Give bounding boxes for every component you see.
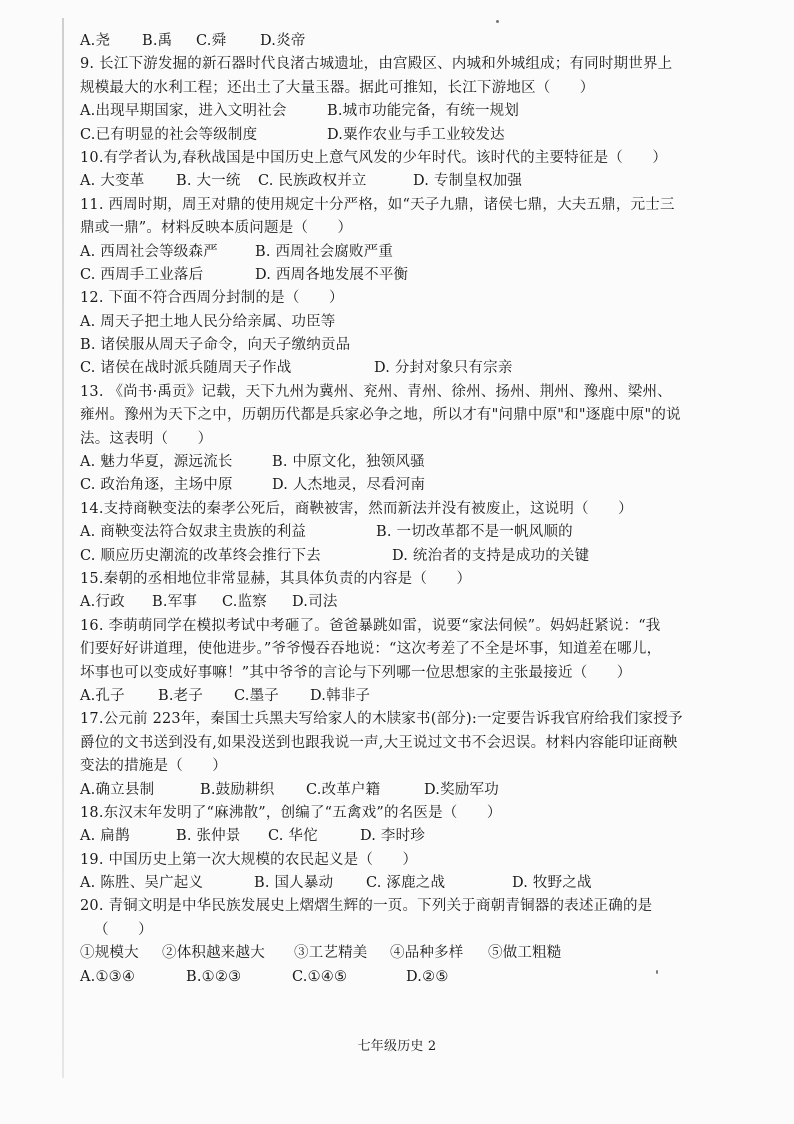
q12-options-row3 [80, 357, 770, 380]
q9-option-b: B.城市功能完备，有统一规划 [327, 103, 520, 120]
q20-item-3: ③工艺精美 [294, 945, 368, 962]
q13-option-c: C. 政治角逐，主场中原 [80, 477, 233, 494]
q16-stem-line1: 16. 李萌萌同学在模拟考试中考砸了。爸爸暴跳如雷，说要“家法伺候”。妈妈赶紧说：“我 [80, 617, 661, 634]
q14-option-a: A. 商鞅变法符合奴隶主贵族的利益 [80, 524, 307, 541]
q8-option-b: B.禹 [142, 33, 173, 49]
q13-stem-line2: 雍州。豫州为天下之中，历朝历代都是兵家必争之地，所以才有"问鼎中原"和"逐鹿中原"的说 [80, 407, 681, 424]
q17-option-c: C.改革户籍 [306, 781, 381, 798]
q9-stem-line1: 9. 长江下游发掘的新石器时代良渚古城遗址，由宫殿区、内城和外城组成；有同时期世界上 [80, 56, 673, 73]
q18-stem: 18.东汉末年发明了“麻沸散”，创编了“五禽戏”的名医是（ ） [80, 804, 502, 821]
q19-stem: 19. 中国历史上第一次大规模的农民起义是（ ） [80, 851, 418, 868]
q16-option-a: A.孔子 [80, 687, 125, 704]
q11-option-b: B. 西周社会腐败严重 [255, 243, 394, 260]
q11-stem-line1: 11. 西周时期，周王对鼎的使用规定十分严格，如“天子九鼎，诸侯七鼎，大夫五鼎，元士三 [80, 196, 675, 213]
q13-option-d: D. 人杰地灵，尽看河南 [272, 477, 426, 494]
q20-item-1: ①规模大 [80, 945, 139, 962]
q10-option-c: C. 民族政权并立 [258, 173, 367, 190]
q9-options-row1 [80, 100, 770, 123]
q13-options-row2 [80, 474, 770, 497]
q15-option-d: D.司法 [292, 594, 338, 611]
q11-option-a: A. 西周社会等级森严 [80, 243, 218, 260]
q16-stem-line3: 坏事也可以变成好事嘛！”其中爷爷的言论与下列哪一位思想家的主张最接近（ ） [80, 664, 632, 681]
q8-option-c: C.舜 [196, 33, 227, 49]
q13-option-a: A. 魅力华夏，源远流长 [80, 454, 233, 471]
q9-option-c: C.已有明显的社会等级制度 [80, 126, 258, 143]
q17-stem-line2: 爵位的文书送到没有,如果没送到也跟我说一声,大王说过文书不会迟误。材料内容能印证商鞅 [80, 734, 678, 751]
q12-option-b: B. 诸侯服从周天子命令，向天子缴纳贡品 [80, 337, 351, 354]
q15-option-b: B.军事 [152, 594, 198, 611]
q10-option-d: D. 专制皇权加强 [413, 173, 523, 190]
q11-option-c: C. 西周手工业落后 [80, 266, 204, 283]
q15-stem: 15.秦朝的丞相地位非常显赫，其具体负责的内容是（ ） [80, 570, 472, 587]
q8-option-a: A.尧 [80, 33, 111, 49]
q17-option-d: D.奖励军功 [424, 781, 499, 798]
q19-option-d: D. 牧野之战 [512, 875, 592, 892]
q20-item-5: ⑤做工粗糙 [488, 945, 562, 962]
q15-option-c: C.监察 [222, 594, 267, 611]
q16-stem-line2: 们要好好讲道理，使他进步。”爷爷慢吞吞地说：“这次考差了不全是坏事，知道差在哪儿， [80, 641, 662, 658]
q20-stem-line1: 20. 青铜文明是中华民族发展史上熠熠生辉的一页。下列关于商朝青铜器的表述正确的是 [80, 898, 653, 915]
q10-stem: 10.有学者认为,春秋战国是中国历史上意气风发的少年时代。该时代的主要特征是（ ） [80, 149, 668, 166]
page-footer: 七年级历史 2 [357, 1039, 437, 1054]
q14-options-row2 [80, 545, 770, 568]
q18-option-c: C. 华佗 [268, 828, 318, 845]
q18-option-d: D. 李时珍 [360, 828, 426, 845]
q20-option-c: C.①④⑤ [292, 968, 348, 985]
q13-stem-line3: 法。这表明（ ） [80, 430, 213, 447]
q15-options [80, 591, 770, 614]
page-edge-shadow [62, 18, 64, 1078]
q17-stem-line3: 变法的措施是（ ） [80, 758, 227, 775]
q11-option-d: D. 西周各地发展不平衡 [255, 266, 409, 283]
q13-stem-line1: 13. 《尚书·禹贡》记载，天下九州为冀州、兖州、青州、徐州、扬州、荆州、豫州、梁州、 [80, 383, 672, 400]
q12-option-d: D. 分封对象只有宗亲 [374, 360, 513, 377]
scan-speck [496, 20, 499, 23]
q11-options-row2 [80, 264, 770, 287]
q18-options [80, 825, 770, 848]
q16-option-d: D.韩非子 [310, 687, 371, 704]
q17-option-b: B.鼓励耕织 [200, 781, 275, 798]
q9-options-row2 [80, 124, 770, 147]
q14-option-d: D. 统治者的支持是成功的关键 [392, 547, 590, 564]
q17-option-a: A.确立县制 [80, 781, 155, 798]
q14-stem: 14.支持商鞅变法的秦孝公死后，商鞅被害，然而新法并没有被废止，这说明（ ） [80, 500, 633, 517]
q17-options [80, 779, 770, 802]
q18-option-a: A. 扁鹊 [80, 828, 130, 845]
q20-option-a: A.①③④ [80, 968, 136, 985]
q10-option-a: A. 大变革 [80, 173, 145, 190]
q19-option-b: B. 国人暴动 [254, 875, 334, 892]
q20-item-2: ②体积越来越大 [162, 945, 265, 962]
q9-option-a: A.出现早期国家，进入文明社会 [80, 103, 287, 120]
q19-option-a: A. 陈胜、吴广起义 [80, 875, 204, 892]
q10-option-b: B. 大一统 [176, 173, 241, 190]
q8-options [80, 30, 770, 53]
q19-options [80, 872, 770, 895]
q14-option-c: C. 顺应历史潮流的改革终会推行下去 [80, 547, 321, 564]
q9-stem-line2: 规模最大的水利工程；还出土了大量玉器。据此可推知，长江下游地区（ ） [80, 79, 595, 96]
question-list [80, 30, 770, 989]
q15-option-a: A.行政 [80, 594, 125, 611]
q13-options-row1 [80, 451, 770, 474]
q16-option-c: C.墨子 [234, 687, 279, 704]
q8-option-d: D.炎帝 [260, 33, 306, 49]
q9-option-d: D.粟作农业与手工业较发达 [327, 126, 505, 143]
q14-options-row1 [80, 521, 770, 544]
q20-stem-line2: （ ） [94, 921, 153, 938]
q20-option-b: B.①②③ [186, 968, 242, 985]
q19-option-c: C. 涿鹿之战 [366, 875, 446, 892]
q20-options [80, 966, 770, 989]
q12-option-a: A. 周天子把土地人民分给亲属、功臣等 [80, 313, 336, 330]
q16-option-b: B.老子 [158, 687, 204, 704]
q20-item-4: ④品种多样 [390, 945, 464, 962]
q20-statements [80, 942, 770, 965]
q16-options [80, 685, 770, 708]
q12-stem: 12. 下面不符合西周分封制的是（ ） [80, 290, 344, 307]
q11-stem-line2: 鼎或一鼎”。材料反映本质问题是（ ） [80, 220, 353, 237]
q18-option-b: B. 张仲景 [176, 828, 241, 845]
q17-stem-line1: 17.公元前 223年，秦国士兵黑夫写给家人的木牍家书(部分):一定要告诉我官府给我们家授予 [80, 711, 683, 728]
q13-option-b: B. 中原文化，独领风骚 [272, 454, 425, 471]
q12-option-c: C. 诸侯在战时派兵随周天子作战 [80, 360, 292, 377]
q20-option-d: D.②⑤ [406, 968, 449, 985]
q10-options [80, 170, 770, 193]
q11-options-row1 [80, 241, 770, 264]
q14-option-b: B. 一切改革都不是一帆风顺的 [376, 524, 573, 541]
